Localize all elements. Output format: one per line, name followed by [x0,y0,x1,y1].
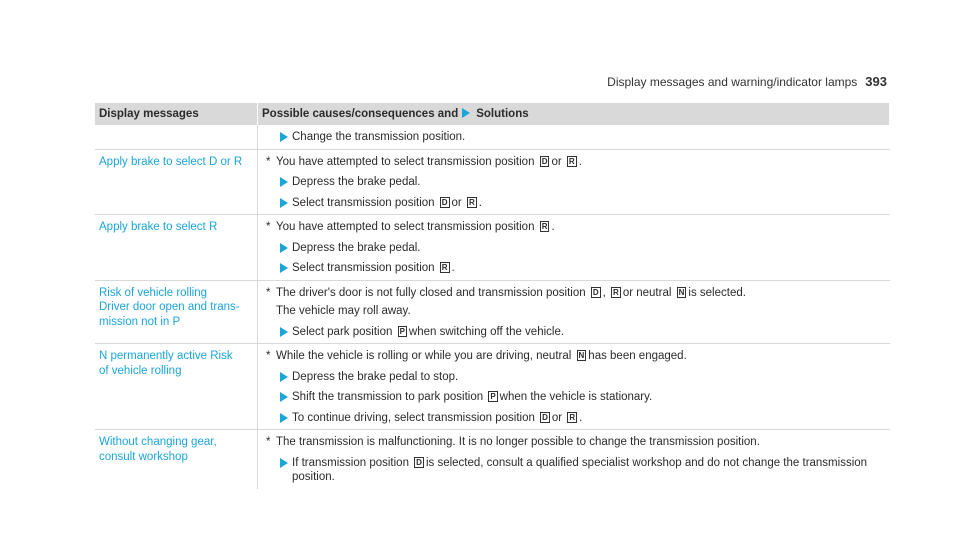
solution-arrow-icon [280,198,288,208]
cause-line [266,220,886,235]
gear-key-icon: R [541,222,548,231]
cause-text: The driver's door is not fully closed and transmission position [276,286,586,299]
solution-text: position. [292,471,335,483]
table-row [95,280,890,344]
gear-key-icon: D [441,197,448,207]
solution-arrow-icon [280,392,288,402]
table-row [95,125,890,149]
cause-text: has been engaged. [588,350,687,362]
table-row [95,215,890,281]
solution-arrow-icon [462,108,470,118]
message-cell [95,430,258,489]
gear-key-icon: D [541,156,548,166]
page-number: 393 [865,74,887,89]
solution-arrow-icon [280,132,288,142]
col-header-causes-solutions [258,103,890,125]
col-header-causes: Possible causes/consequences and [262,108,459,120]
solution-step [266,196,886,211]
solution-arrow-icon [280,372,288,382]
gear-key-icon: P [490,392,496,401]
cause-line [266,286,886,301]
gear-key-icon: D [592,287,599,297]
solution-text: Shift the transmission to park position [292,391,484,403]
cause-cell [258,125,890,149]
message-text: Apply brake to select D or R [99,155,243,168]
solution-text: Select transmission position [292,196,435,209]
message-text: N permanently active Risk [99,350,233,362]
cause-line [266,304,886,319]
gear-key-icon: R [613,287,619,297]
cause-cell [258,280,890,344]
table-header-row [95,103,890,125]
gear-key-icon: N [678,287,685,297]
message-text: Without changing gear, [99,436,217,448]
solution-text: . [579,411,583,424]
cause-cell [258,149,890,215]
solution-text: or [451,196,462,209]
gear-key-icon: R [568,156,575,166]
message-text: mission not in P [99,315,181,328]
page-header-title: Display messages and warning/indicator lamps [607,75,858,89]
solution-text: when switching off the vehicle. [408,325,565,338]
solution-text: Depress the brake pedal to stop. [292,370,459,383]
solution-step [266,130,886,145]
message-cell [95,125,258,149]
table-row [95,430,890,489]
page-header [607,74,887,89]
cause-text: or neutral [622,286,672,299]
solution-arrow-icon [280,263,288,273]
cause-text: You have attempted to select transmission position [276,155,535,168]
solution-text: . [478,196,482,209]
cause-text: . [551,221,555,233]
solution-step [266,370,886,385]
solution-arrow-icon [280,243,288,253]
solution-text: Change the transmission position. [292,131,466,143]
gear-key-icon: R [569,412,576,422]
gear-key-icon: P [399,326,405,336]
solution-step [266,241,886,256]
cause-text: The vehicle may roll away. [276,305,411,317]
solution-step [266,175,886,190]
table-row [95,149,890,215]
solution-text: Select transmission position [292,262,435,274]
message-cell [95,215,258,281]
cause-text: The transmission is malfunctioning. It is no longer possible to change the transmission position. [276,436,760,448]
message-text: Apply brake to select R [99,221,218,233]
cause-cell [258,215,890,281]
cause-bullet: * [266,350,271,362]
solution-text: is selected, consult a qualified specialist workshop and do not change the transmission [425,456,868,469]
solution-text: Select park position [292,325,393,338]
cause-text: While the vehicle is rolling or while you are driving, neutral [276,350,572,362]
solution-text: or [551,411,563,424]
message-text: consult workshop [99,450,188,463]
gear-key-icon: D [542,412,548,422]
gear-key-icon: D [416,457,422,467]
table-row [95,344,890,430]
solution-arrow-icon [280,413,288,423]
cause-bullet: * [266,286,271,299]
solution-text: . [451,262,455,274]
cause-text: or [551,155,562,168]
gear-key-icon: R [468,197,475,207]
solution-step [266,411,886,426]
cause-line [266,349,886,364]
solution-text: Depress the brake pedal. [292,241,421,254]
col-header-display-messages: Display messages [95,103,258,125]
solution-step [266,325,886,340]
message-text: Risk of vehicle rolling [99,286,208,299]
display-messages-table [95,103,890,489]
cause-cell [258,430,890,489]
solution-text: when the vehicle is stationary. [499,391,653,403]
gear-key-icon: N [578,351,585,360]
message-text: Driver door open and trans- [99,301,240,313]
message-cell [95,280,258,344]
cause-text: You have attempted to select transmission position [276,221,535,233]
solution-text: To continue driving, select transmission position [292,411,535,424]
cause-bullet: * [266,221,271,233]
message-cell [95,149,258,215]
col-header-solutions: Solutions [476,108,529,120]
message-cell [95,344,258,430]
solution-arrow-icon [280,458,288,468]
solution-step [266,261,886,276]
cause-text: is selected. [688,286,746,299]
message-text: of vehicle rolling [99,364,182,377]
gear-key-icon: R [441,263,448,272]
solution-step [266,390,886,405]
cause-line [266,155,886,170]
cause-cell [258,344,890,430]
cause-bullet: * [266,155,271,168]
cause-bullet: * [266,436,271,448]
solution-text: If transmission position [292,456,409,469]
solution-step [266,456,886,485]
cause-text: . [578,155,582,168]
solution-arrow-icon [280,177,288,187]
solution-text: Depress the brake pedal. [292,176,421,188]
cause-line [266,435,886,450]
cause-text: , [602,286,606,299]
solution-arrow-icon [280,327,288,337]
